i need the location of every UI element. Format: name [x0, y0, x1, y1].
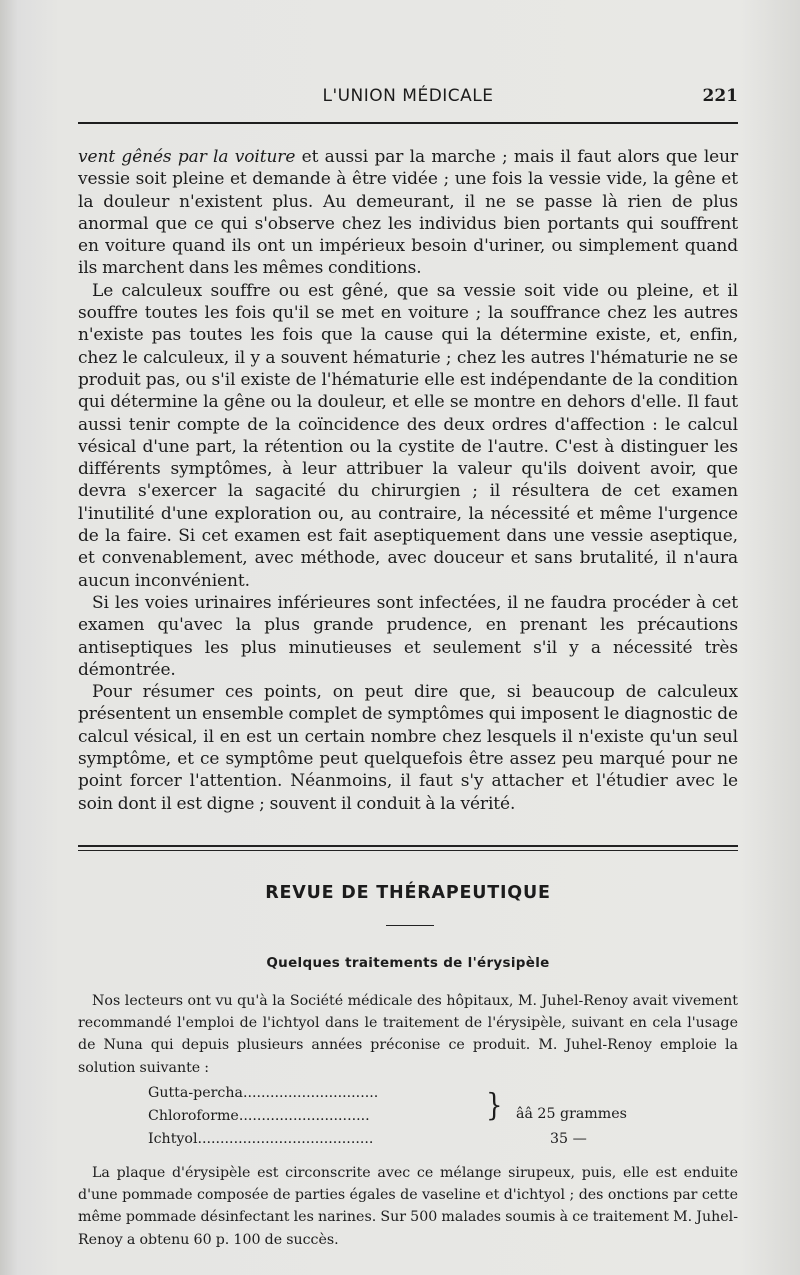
brace-symbol: } [486, 1088, 503, 1124]
paragraph-2: Le calculeux souffre ou est gêné, que sa vessie soit vide ou pleine, et il souffre toutes les fois qu'il se met en voiture ; la souffrance chez les autres n'existe pas toutes les fois que la cause qui la détermine existe, et, enfin, chez le calculeux, il y a souvent hématurie ; chez les autres l'hématurie ne se produit pas, ou s'il existe de l'hématurie elle est indépendante de la condition qui détermine la gêne ou la douleur, et elle se montre en dehors d'elle. Il faut aussi tenir compte de la coïncidence des deux ordres d'affection : le calcul vésical d'une part, la rétention ou la cystite de l'autre. C'est à distinguer les différents symptômes, à leur attribuer la valeur qu'ils doivent avoir, que devra s'exercer la sagacité du chirurgien ; il résultera de cet examen l'inutilité d'une exploration ou, au contraire, la nécessité et même l'urgence de la faire. Si cet examen est fait aseptiquement dans une vessie aseptique, et convenablement, avec méthode, avec douceur et sans brutalité, il n'aura aucun inconvénient. [78, 280, 738, 591]
formula-row [148, 1131, 373, 1147]
conclusion-paragraph: La plaque d'érysipèle est circonscrite avec ce mélange sirupeux, puis, elle est enduite d'une pommade composée de parties égales de vaseline et d'ichtyol ; des onctions par cette même pommade désinfectant les narines. Sur 500 malades soumis à ce traitement M. Juhel-Renoy a obtenu 60 p. 100 de succès. [78, 1165, 738, 1248]
header-rule [78, 122, 738, 124]
ingredient-name: Ichtyol [148, 1131, 198, 1147]
section-title: REVUE DE THÉRAPEUTIQUE [265, 883, 551, 903]
section-subtitle: Quelques traitements de l'érysipèle [266, 955, 550, 971]
therapeutic-conclusion [78, 1162, 738, 1251]
quantity-shared: ââ 25 grammes [516, 1106, 627, 1122]
formula-row [148, 1085, 378, 1101]
intro-paragraph: Nos lecteurs ont vu qu'à la Société médicale des hôpitaux, M. Juhel-Renoy avait vivement recommandé l'emploi de l'ichtyol dans le traitement de l'érysipèle, suivant en cela l'usage de Nuna qui depuis plusieurs années préconise ce produit. M. Juhel-Renoy emploie la solution suivante : [78, 993, 738, 1076]
leader-dots: .............................. [242, 1085, 379, 1101]
section-divider [78, 845, 738, 851]
formula-row [148, 1108, 370, 1124]
page-number: 221 [702, 86, 738, 106]
formula-block [148, 1085, 668, 1155]
therapeutic-intro [78, 990, 738, 1079]
paragraph-3: Si les voies urinaires inférieures sont infectées, il ne faudra procéder à cet examen qu'avec la plus grande prudence, en prenant les précautions antiseptiques les plus minutieuses et seulement s'il y a nécessité très démontrée. [78, 592, 738, 680]
article-body [78, 146, 738, 815]
ingredient-name: Gutta-percha [148, 1085, 243, 1101]
leader-dots: ............................. [238, 1108, 370, 1124]
journal-title: L'UNION MÉDICALE [322, 86, 494, 106]
running-head [78, 86, 738, 112]
leader-dots: ....................................... [197, 1131, 374, 1147]
italic-phrase: vent gênés par la voiture [78, 147, 296, 167]
title-underline [386, 925, 434, 926]
paragraph-1-rest: et aussi par la marche ; mais il faut alors que leur vessie soit pleine et demande à être vidée ; une fois la vessie vide, la gêne et la douleur n'existent plus. Au demeurant, il ne se passe là rien de plus anormal que ce qui s'observe chez les individus bien portants qui souffrent en voiture quand ils ont un impérieux besoin d'uriner, ou simplement quand ils marchent dans les mêmes conditions. [78, 147, 739, 279]
paragraph-4: Pour résumer ces points, on peut dire que, si beaucoup de calculeux présentent un ensemble complet de symptômes qui imposent le diagnostic de calcul vésical, il en est un certain nombre chez lesquels il n'existe qu'un seul symptôme, et ce symptôme peut quelquefois être assez peu marqué pour ne point forcer l'attention. Néanmoins, il faut s'y attacher et l'étudier avec le soin dont il est digne ; souvent il conduit à la vérité. [78, 682, 738, 814]
quantity-ichtyol: 35 — [550, 1131, 587, 1147]
paragraph-1 [78, 146, 738, 280]
ingredient-name: Chloroforme [148, 1108, 239, 1124]
